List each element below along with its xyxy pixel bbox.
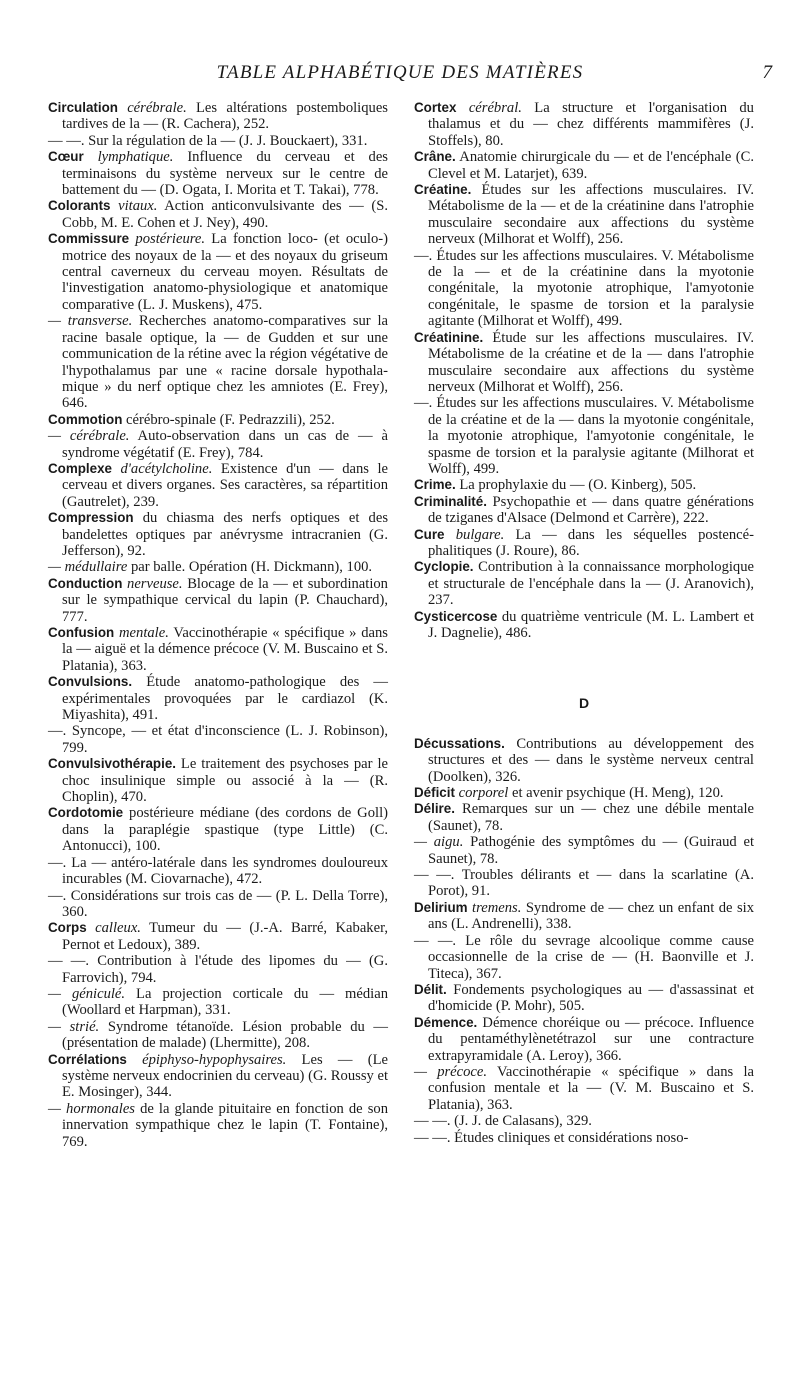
entry-headword: Démence. xyxy=(414,1014,478,1030)
entry-qualifier: bulgare. xyxy=(455,526,505,543)
entry-headword: Cœur xyxy=(48,149,84,165)
index-entry xyxy=(414,248,754,330)
index-entry xyxy=(414,182,754,248)
entry-headword: Créatine. xyxy=(414,182,472,198)
running-title: TABLE ALPHABÉTIQUE DES MATIÈRES xyxy=(216,62,584,83)
entry-qualifier: — cérébrale. xyxy=(48,428,130,445)
entry-text: par balle. Opération (H. Dickmann), 100. xyxy=(127,559,373,576)
entry-headword: Corrélations xyxy=(48,1051,127,1067)
entry-qualifier: — strié. xyxy=(48,1018,100,1035)
page-number: 7 xyxy=(762,62,772,83)
entry-headword: Cordotomie xyxy=(48,805,124,821)
entry-text: Vaccinothérapie « spécifique » dans la confusion mentale et la — (V. M. Buscaino et S. Platania), 363. xyxy=(428,1063,754,1113)
entry-text: Recherches anatomo-comparatives sur la racine basale optique, la — de Gudden et sur une communication de la rétine avec la région végétative de l'hypothalamus par une « racine dorsale hypothalamique » du nerf optique chez les amniotes (E. Frey), 646. xyxy=(62,313,388,412)
index-entry xyxy=(48,198,388,231)
entry-qualifier: — transverse. xyxy=(48,313,133,330)
entry-qualifier: calleux. xyxy=(95,920,141,937)
entry-text: Existence d'un — dans le cerveau et divers organes. Ses caractères, sa répartition (Gautrelet), 239. xyxy=(62,460,388,510)
entry-headword: Crâne. xyxy=(414,149,456,165)
entry-text: La structure et l'organisation du thalamus et du — chez différents mammifères (J. Stoffels), 80. xyxy=(428,100,754,149)
entry-qualifier: mentale. xyxy=(119,625,169,641)
index-entry xyxy=(48,805,388,854)
entry-text: — —. (J. J. de Calasans), 329. xyxy=(414,1113,592,1130)
entry-text: La fonction loco- (et oculo-) motrice des noyaux de la — et des noyaux du griseum central caverneux du cerveau moyen. Résultats de l'investigation anatomo-physiologique et anatomique comparative (L. J. Muskens), 475. xyxy=(62,231,388,313)
entry-text: Contribution à la connaissance morphologique et structurale de l'encéphale dans la — (J. Aranovich), 237. xyxy=(428,559,754,609)
entry-qualifier: lymphatique. xyxy=(97,149,174,166)
entry-text: — —. Troubles délirants et — dans la scarlatine (A. Porot), 91. xyxy=(414,867,754,900)
entry-headword: Corps xyxy=(48,920,87,936)
index-entry xyxy=(48,100,388,133)
entry-text: Les altérations postemboliques tardives de la — (R. Cachera), 252. xyxy=(62,100,388,133)
entry-headword: Complexe xyxy=(48,460,112,476)
index-entry xyxy=(48,1052,388,1101)
entry-text: Pathogénie des symptômes du — (Guiraud et Saunet), 78. xyxy=(428,834,754,867)
index-entry xyxy=(48,920,388,953)
index-entry xyxy=(414,609,754,642)
left-column xyxy=(48,100,388,1150)
entry-text: La prophylaxie du — (O. Kinberg), 505. xyxy=(455,477,697,494)
entry-text: — —. Sur la régulation de la — (J. J. Bouckaert), 331. xyxy=(48,132,368,149)
entry-qualifier: cérébral. xyxy=(468,100,522,116)
index-entry xyxy=(48,625,388,674)
entry-headword: Délire. xyxy=(414,801,455,817)
index-entry xyxy=(48,1019,388,1052)
entry-text: — —. Le rôle du sevrage alcoolique comme cause occasionnelle de la crise de — (H. Baonville et J. Titeca), 367. xyxy=(414,932,754,982)
index-entry xyxy=(414,527,754,560)
entry-qualifier: vitaux. xyxy=(118,198,158,215)
entry-text: Action anticonvulsivante des — (S. Cobb, M. E. Cohen et J. Ney), 490. xyxy=(62,198,388,231)
entry-headword: Criminalité. xyxy=(414,493,487,509)
index-entry xyxy=(414,1113,754,1129)
entry-qualifier: — hormonales xyxy=(48,1100,135,1117)
entry-text: de la glande pituitaire en fonction de son innervation sympathique chez le lapin (T. Fontaine), 769. xyxy=(62,1100,389,1150)
entry-headword: Compression xyxy=(48,510,134,526)
index-entry xyxy=(48,953,388,986)
entry-headword: Délit. xyxy=(414,981,447,997)
entry-headword: Delirium xyxy=(414,899,468,915)
entry-headword: Convulsions. xyxy=(48,674,133,690)
entry-text: Étude sur les affections musculaires. IV. Métabolisme de la créatine et de la — dans l'atrophie musculaire secondaire aux affections du système nerveux (Milhorat et Wolff), 256. xyxy=(428,329,754,395)
index-entry xyxy=(414,982,754,1015)
index-entry xyxy=(48,855,388,888)
entry-text: Le traitement des psychoses par le choc insulinique simple ou associé à la — (R. Choplin), 470. xyxy=(62,756,388,806)
entry-qualifier: postérieure. xyxy=(135,231,205,248)
entry-text: Tumeur du — (J.-A. Barré, Kabaker, Pernot et Ledoux), 389. xyxy=(62,920,388,953)
entry-qualifier: d'acétylcholine. xyxy=(120,460,213,477)
entry-text: — —. Études cliniques et considérations noso- xyxy=(414,1129,689,1146)
entry-text: —. Syncope, — et état d'inconscience (L. J. Robinson), 799. xyxy=(48,723,388,756)
entry-text: Auto-observation dans un cas de — à syndrome végétatif (E. Frey), 784. xyxy=(62,428,388,461)
entry-headword: Commotion xyxy=(48,411,123,427)
entry-text: Contributions au développement des structures et des — dans le système nerveux central (Doolken), 326. xyxy=(428,735,754,785)
index-entry xyxy=(48,313,388,411)
entry-text: Influence du cerveau et des terminaisons du système nerveux sur le centre de battement du — (D. Ogata, I. Morita et T. Takai), 778. xyxy=(62,149,388,199)
entry-headword: Convulsivothérapie. xyxy=(48,756,176,772)
entry-text: —. La — antéro-latérale dans les syndromes douloureux incurables (M. Ciovarnache), 472. xyxy=(48,854,388,888)
entry-headword: Cyclopie. xyxy=(414,559,474,575)
entry-qualifier: cérébrale. xyxy=(127,100,187,116)
index-entry xyxy=(48,510,388,559)
entry-headword: Cortex xyxy=(414,100,457,115)
entry-qualifier: tremens. xyxy=(472,899,522,916)
index-entry xyxy=(48,428,388,461)
entry-headword: Circulation xyxy=(48,100,118,115)
entry-headword: Créatinine. xyxy=(414,329,484,345)
entry-text: Blocage de la — et subordination sur le sympathique cervical du lapin (P. Chauchard), 777. xyxy=(62,575,388,625)
entry-text: La projection corticale du — médian (Woollard et Harpman), 331. xyxy=(62,985,388,1019)
entry-headword: Colorants xyxy=(48,198,111,214)
index-entry xyxy=(414,900,754,933)
index-entry xyxy=(414,559,754,608)
entry-text: Remarques sur un — chez une débile mentale (Saunet), 78. xyxy=(428,801,754,834)
entry-text: Syndrome tétanoïde. Lésion probable du — (présentation de malade) (Lhermitte), 208. xyxy=(62,1018,389,1052)
entry-headword: Commissure xyxy=(48,231,130,247)
index-entry xyxy=(414,330,754,396)
entry-headword: Cure xyxy=(414,526,445,542)
section-letter: D xyxy=(578,695,590,712)
entry-text: du quatrième ventricule (M. L. Lambert et J. Dagnelie), 486. xyxy=(428,608,754,641)
entry-text: Fondements psychologiques au — d'assassinat et d'homicide (P. Mohr), 505. xyxy=(428,981,754,1015)
index-entry xyxy=(414,834,754,867)
entry-text: Démence choréique ou — précoce. Influence du pentaméthylènetétrazol sur une contracture extrapyramidale (A. Leroy), 366. xyxy=(428,1014,754,1064)
entry-qualifier: nerveuse. xyxy=(127,575,183,592)
entry-text: et avenir psychique (H. Meng), 120. xyxy=(508,785,724,802)
index-entry xyxy=(414,477,754,493)
index-entry xyxy=(414,736,754,785)
index-entry xyxy=(48,133,388,149)
entry-text: Syndrome de — chez un enfant de six ans (L. Andrenelli), 338. xyxy=(428,899,754,933)
entry-headword: Crime. xyxy=(414,477,456,493)
entry-headword: Décussations. xyxy=(414,735,505,751)
index-entry xyxy=(414,395,754,477)
entry-text: Psychopathie et — dans quatre générations de tziganes d'Alsace (Delmond et Carrère), 222. xyxy=(428,493,754,527)
index-entry xyxy=(48,986,388,1019)
entry-headword: Conduction xyxy=(48,575,123,591)
index-entry xyxy=(414,494,754,527)
entry-text: du chiasma des nerfs optiques et des bandelettes optiques par anévrysme intracranien (G. Jefferson), 92. xyxy=(62,510,388,559)
index-entry xyxy=(414,867,754,900)
index-entry xyxy=(48,149,388,198)
index-entry xyxy=(414,785,754,801)
index-entry xyxy=(48,723,388,756)
entry-text: — —. Contribution à l'étude des lipomes du — (G. Farrovich), 794. xyxy=(48,953,388,986)
index-entry xyxy=(48,559,388,575)
entry-qualifier: — précoce. xyxy=(414,1063,488,1080)
index-entry xyxy=(48,888,388,921)
entry-qualifier: corporel xyxy=(458,785,509,802)
index-entry xyxy=(414,1015,754,1064)
entry-qualifier: épiphyso-hypophysaires. xyxy=(142,1051,287,1068)
entry-text: Anatomie chirurgicale du — et de l'encéphale (C. Clevel et M. Latarjet), 639. xyxy=(428,149,754,182)
page-header xyxy=(0,62,800,92)
index-entry xyxy=(414,1064,754,1113)
index-entry xyxy=(414,801,754,834)
entry-headword: Confusion xyxy=(48,625,115,640)
index-entry xyxy=(414,933,754,982)
entry-text: Vaccinothérapie « spécifique » dans la — aiguë et la démence précoce (V. M. Buscaino et S. Platania), 363. xyxy=(62,625,388,674)
entry-text: postérieure médiane (des cordons de Goll) dans la paraplégie spastique (type Little) (C. Antonucci), 100. xyxy=(62,805,388,855)
index-entry xyxy=(48,231,388,313)
entry-qualifier: — aigu. xyxy=(414,834,464,851)
index-entry xyxy=(48,412,388,428)
entry-text: Les — (Le système nerveux endocrinien du cerveau) (G. Roussy et E. Mosinger), 344. xyxy=(62,1051,388,1101)
right-column xyxy=(414,100,754,1146)
entry-qualifier: — géniculé. xyxy=(48,985,126,1002)
entry-text: Études sur les affections musculaires. IV. Métabolisme de la — et de la créatinine dans l'atrophie musculaire secondaire aux affections du système nerveux (Milhorat et Wolff), 256. xyxy=(428,182,754,248)
index-entry xyxy=(414,149,754,182)
entry-text: —. Études sur les affections musculaires. V. Métabolisme de la créatine et de la — dans la myotonie congénitale, la myotonie atrophique, l'amyotonie congénitale, le spasme de torsion et la paralysie agitante (Milhorat et Wolff), 499. xyxy=(414,395,754,477)
index-entry xyxy=(48,576,388,625)
entry-text: —. Considérations sur trois cas de — (P. L. Della Torre), 360. xyxy=(48,887,388,920)
entry-headword: Déficit xyxy=(414,785,455,801)
index-entry xyxy=(48,756,388,805)
entry-text: La — dans les séquelles postencéphalitiques (J. Roure), 86. xyxy=(428,526,754,559)
index-entry xyxy=(48,461,388,510)
entry-text: Étude anatomo-pathologique des — expérimentales provoquées par le cardiazol (K. Miyashita), 491. xyxy=(62,674,388,724)
index-entry xyxy=(414,100,754,149)
entry-text: cérébro-spinale (F. Pedrazzili), 252. xyxy=(122,411,335,428)
entry-text: —. Études sur les affections musculaires. V. Métabolisme de la — et de la créatinine dans la myotonie congénitale, la myotonie atrophique, l'amyotonie congénitale, le spasme de torsion et la paralysie agitante (Milhorat et Wolff), 499. xyxy=(414,247,754,330)
index-entry xyxy=(48,674,388,723)
entry-qualifier: — médullaire xyxy=(48,559,128,576)
index-entry xyxy=(48,1101,388,1150)
entry-headword: Cysticercose xyxy=(414,608,498,624)
index-entry xyxy=(414,1130,754,1146)
